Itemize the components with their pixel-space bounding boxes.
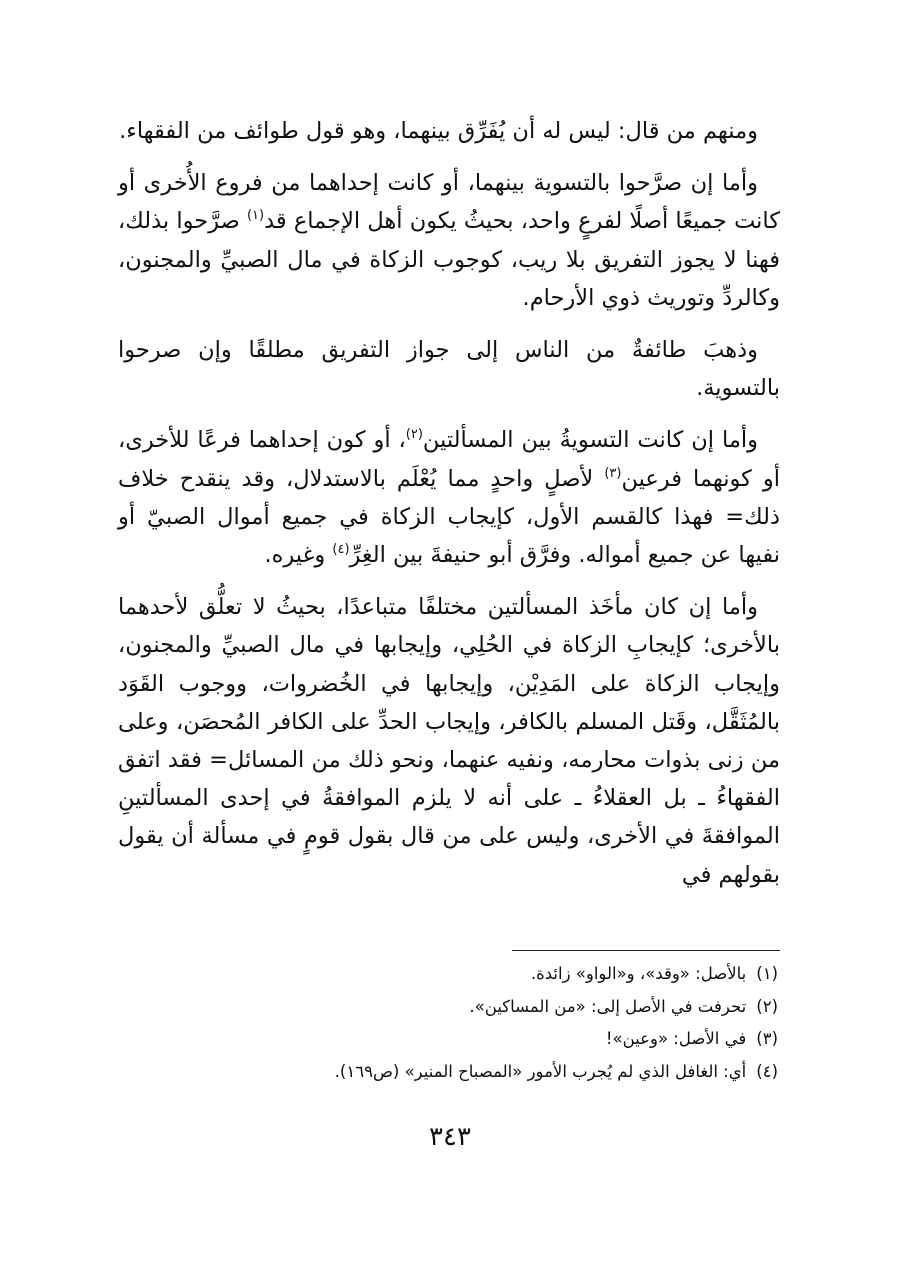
paragraph-1 xyxy=(118,112,780,150)
paragraph-2 xyxy=(118,164,780,317)
paragraph-4 xyxy=(118,421,780,574)
footnote-number: (٤) xyxy=(756,1061,778,1081)
paragraph-1-text: ومنهم من قال: ليس له أن يُفَرِّق بينهما، وهو قول طوائف من الفقهاء. xyxy=(119,118,758,144)
footnotes xyxy=(138,958,778,1088)
paragraph-5 xyxy=(118,588,780,894)
paragraph-5-text: وأما إن كان مأخَذ المسألتين مختلفًا متباعدًا، بحيثُ لا تعلُّق لأحدهما بالأخرى؛ كإيجابِ الزكاة في الحُلِي، وإيجابها في مال الصبيِّ والمجنون، وإيجاب الزكاة على المَدِيْن، وإيجابها في الخُضروات، ووجوب القَوَد بالمُثَقَّل، وقَتل المسلم بالكافر، وإيجاب الحدِّ على الكافر المُحصَن، وعلى من زنى بذوات محارمه، ونفيه عنهما، ونحو ذلك من المسائل= فقد اتفق الفقهاءُ ـ بل العقلاءُ ـ على أنه لا يلزم الموافقةُ في إحدى المسألتينِ الموافقةَ في الأخرى، وليس على من قال بقول قومٍ في مسألة أن يقول بقولهم في xyxy=(118,594,780,888)
paragraph-4-text-a: وأما إن كانت التسويةُ بين المسألتين xyxy=(422,427,758,454)
paragraph-3-text: وذهبَ طائفةٌ من الناس إلى جواز التفريق مطلقًا وإن صرحوا بالتسوية. xyxy=(118,337,780,402)
footnote-number: (٣) xyxy=(756,1029,778,1049)
paragraph-3 xyxy=(118,331,780,407)
page-number: ٣٤٣ xyxy=(429,1122,471,1152)
footnote-1 xyxy=(138,958,778,991)
paragraph-2-text-a: وأما إن صرَّحوا بالتسوية بينهما، أو كانت إحداهما من فروع الأُخرى أو كانت جميعًا أصلًا لفرعٍ واحد، بحيثُ يكون أهل الإجماع قد xyxy=(118,170,781,235)
footnote-number: (١) xyxy=(756,964,778,983)
paragraph-2-text-b: صرَّحوا بذلك، فهنا لا يجوز التفريق بلا ريب، كوجوب الزكاة في مال الصبيِّ والمجنون، وكالردِّ وتوريث ذوي الأرحام. xyxy=(118,208,780,311)
paragraph-4-text-b: ، أو كون إحداهما فرعًا للأخرى، أو كونهما فرعين xyxy=(118,427,780,492)
footnote-text: في الأصل: «وعين»! xyxy=(605,1029,747,1049)
footnote-separator xyxy=(512,950,780,951)
footnote-number: (٢) xyxy=(756,996,778,1016)
footnote-3 xyxy=(138,1023,778,1056)
footnote-4 xyxy=(138,1056,778,1089)
paragraph-4-text-c: لأصلٍ واحدٍ مما يُعْلَم بالاستدلال، وقد ينقدح خلاف ذلك= فهذا كالقسم الأول، كإيجاب الزكاة في جميع أموال الصبيّ أو نفيها عن جميع أمواله. وفرَّق أبو حنيفةَ بين الغِرِّ xyxy=(118,465,780,569)
footnote-ref-3: (٣) xyxy=(604,465,622,481)
paragraph-4-text-d: وغيره. xyxy=(264,542,333,569)
footnote-2 xyxy=(138,991,778,1024)
footnote-ref-2: (٢) xyxy=(405,427,423,443)
footnote-ref-4: (٤) xyxy=(332,542,350,558)
footnote-text: تحرفت في الأصل إلى: «من المساكين». xyxy=(469,996,747,1016)
footnote-text: بالأصل: «وقد»، و«الواو» زائدة. xyxy=(530,964,747,983)
body-text xyxy=(118,112,780,894)
footnote-ref-1: (١) xyxy=(246,208,265,224)
footnote-text: أي: الغافل الذي لم يُجرب الأمور «المصباح المنير» (ص١٦٩). xyxy=(334,1061,747,1081)
